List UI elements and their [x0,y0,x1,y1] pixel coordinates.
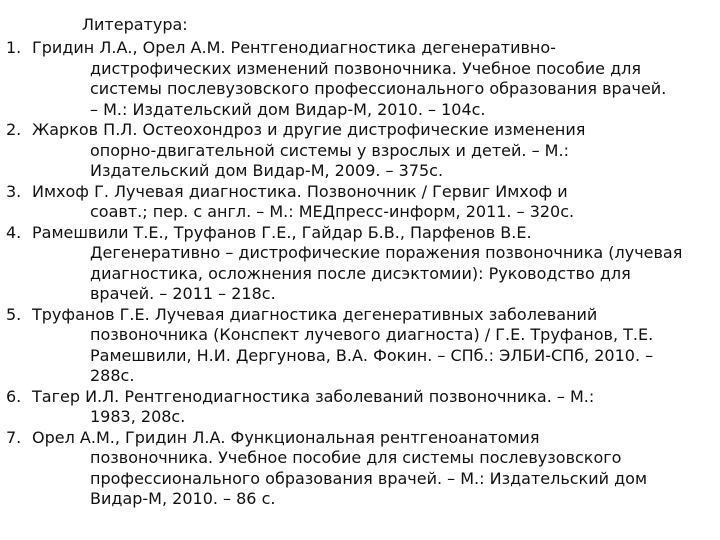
text-line: системы послевузовского профессионального образования врачей. [90,79,667,98]
item-number: 4. [6,222,22,242]
text-line: диагностика, осложнения после дисэктомии): Руководство для [90,263,631,283]
item-text [32,182,712,223]
item-number: 2. [6,120,22,139]
text-line: позвоночника (Конспект лучевого диагноста) / Г.Е. Труфанов, Т.Е. [90,325,654,344]
text-line: Гридин Л.А., Орел А.М. Рентгенодиагностика дегенеративно- [32,38,556,57]
text-line: Издательский дом Видар-М, 2009. – 375с. [90,161,444,180]
text-line: дистрофических изменений позвоночника. Учебное пособие для [90,58,641,78]
list-item [6,428,712,510]
item-number: 3. [6,181,22,201]
text-line: Дегенеративно – дистрофические поражения позвоночника (лучевая [90,243,683,262]
list-item [6,305,712,387]
text-line: Тагер И.Л. Рентгенодиагностика заболеваний позвоночника. – М.: [32,386,595,406]
item-text [32,305,712,387]
item-number: 6. [6,386,22,406]
text-line: Орел А.М., Гридин Л.А. Функциональная рентгеноанатомия [32,427,540,447]
item-text [32,38,712,120]
text-line: соавт.; пер. с англ. – М.: МЕДпресс-информ, 2011. – 320с. [90,202,575,221]
text-line: Труфанов Г.Е. Лучевая диагностика дегенеративных заболеваний [32,304,598,324]
text-line: Видар-М, 2010. – 86 с. [90,489,276,508]
item-number: 7. [6,427,22,447]
text-line: Рамешвили Т.Е., Труфанов Г.Е., Гайдар Б.В., Парфенов В.Е. [32,222,532,242]
list-item [6,182,712,223]
page-title: Литература: [82,15,188,34]
list-item [6,387,712,428]
item-text [32,428,712,510]
item-text [32,223,712,305]
text-line: профессионального образования врачей. – М.: Издательский дом [90,468,648,488]
text-line: опорно-двигательной системы у взрослых и детей. – М.: [90,140,569,160]
reference-list [6,38,712,510]
text-line: – М.: Издательский дом Видар-М, 2010. – 104с. [90,99,486,119]
item-number: 1. [6,38,22,57]
list-item [6,223,712,305]
list-item [6,38,712,120]
item-text [32,120,712,182]
text-line: Жарков П.Л. Остеохондроз и другие дистрофические изменения [32,120,586,139]
text-line: 288с. [90,366,135,385]
text-line: врачей. – 2011 – 218с. [90,284,276,303]
item-number: 5. [6,304,22,324]
list-item [6,120,712,182]
text-line: позвоночника. Учебное пособие для системы послевузовского [90,448,622,467]
text-line: 1983, 208с. [90,407,186,426]
item-text [32,387,712,428]
text-line: Рамешвили, Н.И. Дергунова, В.А. Фокин. – СПб.: ЭЛБИ-СПб, 2010. – [90,345,654,365]
text-line: Имхоф Г. Лучевая диагностика. Позвоночник / Гервиг Имхоф и [32,181,568,201]
